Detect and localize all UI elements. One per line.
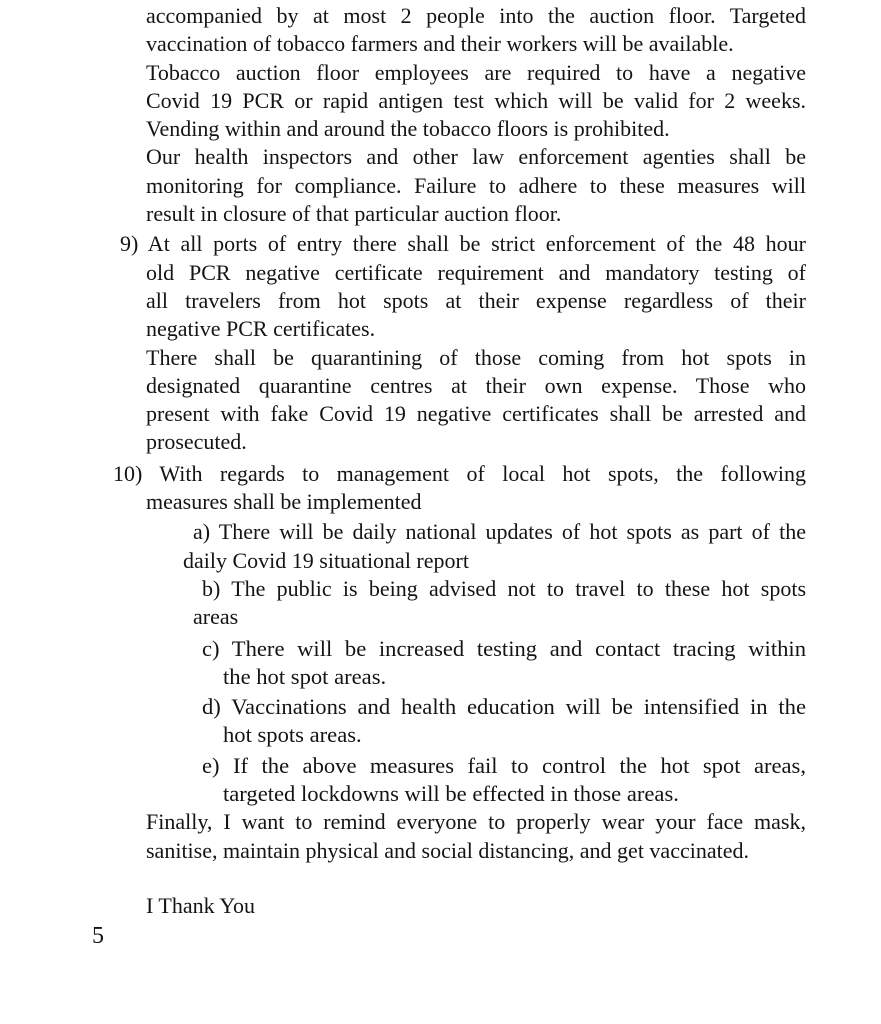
text-line: c) There will be increased testing and contact tracing within xyxy=(202,635,806,661)
text-line: 10) With regards to management of local hot spots, the following xyxy=(113,460,806,486)
text-line: Covid 19 PCR or rapid antigen test which will be valid for 2 weeks. xyxy=(146,87,806,113)
text-line: b) The public is being advised not to travel to these hot spots xyxy=(202,575,806,601)
text-line: the hot spot areas. xyxy=(223,663,387,689)
text-line: vaccination of tobacco farmers and their workers will be available. xyxy=(146,31,734,57)
text-line: daily Covid 19 situational report xyxy=(183,547,469,573)
text-line: accompanied by at most 2 people into the auction floor. Targeted xyxy=(146,3,806,28)
closing-thank-you: I Thank You xyxy=(146,892,256,918)
text-line: hot spots areas. xyxy=(223,722,362,748)
page-number: 5 xyxy=(92,923,104,949)
text-line: monitoring for compliance. Failure to adhere to these measures will xyxy=(146,172,806,198)
text-line: result in closure of that particular auction floor. xyxy=(146,201,562,227)
text-line: Vending within and around the tobacco floors is prohibited. xyxy=(146,116,670,142)
list-item-10-local-hot-spots xyxy=(113,460,806,517)
text-line: all travelers from hot spots at their expense regardless of their xyxy=(146,287,806,313)
text-line: Finally, I want to remind everyone to properly wear your face mask, xyxy=(146,809,806,835)
paragraph-final-reminder xyxy=(146,808,806,865)
sub-item-a-daily-updates xyxy=(146,518,806,575)
paragraph-tobacco-employees xyxy=(146,59,806,144)
text-line: e) If the above measures fail to control the hot spot areas, xyxy=(202,752,806,778)
text-line: areas xyxy=(193,604,239,630)
text-line: targeted lockdowns will be effected in those areas. xyxy=(223,781,679,807)
text-line: measures shall be implemented xyxy=(146,489,422,515)
sub-item-b-travel-advice xyxy=(146,575,806,632)
text-line: There shall be quarantining of those coming from hot spots in xyxy=(146,344,806,370)
text-line: present with fake Covid 19 negative certificates shall be arrested and xyxy=(146,401,806,427)
paragraph-health-inspectors xyxy=(146,143,806,228)
text-line: old PCR negative certificate requirement and mandatory testing of xyxy=(146,259,806,285)
list-item-9-ports-of-entry xyxy=(120,230,806,343)
sub-item-d-vaccinations-education xyxy=(146,693,806,750)
sub-item-c-testing-tracing xyxy=(146,635,806,692)
text-line: Our health inspectors and other law enforcement agenties shall be xyxy=(146,144,806,170)
text-line: Tobacco auction floor employees are required to have a negative xyxy=(146,59,806,85)
paragraph-continuation-auction-floor xyxy=(146,2,806,59)
paragraph-quarantine xyxy=(146,344,806,457)
text-line: a) There will be daily national updates of hot spots as part of the xyxy=(193,519,806,545)
text-line: 9) At all ports of entry there shall be strict enforcement of the 48 hour xyxy=(120,231,806,257)
text-line: sanitise, maintain physical and social distancing, and get vaccinated. xyxy=(146,837,749,863)
text-line: prosecuted. xyxy=(146,429,247,455)
sub-item-e-targeted-lockdowns xyxy=(146,752,806,809)
document-text-column xyxy=(113,2,806,920)
text-line: negative PCR certificates. xyxy=(146,316,376,342)
text-line: designated quarantine centres at their own expense. Those who xyxy=(146,372,806,398)
text-line: d) Vaccinations and health education will be intensified in the xyxy=(202,694,806,720)
